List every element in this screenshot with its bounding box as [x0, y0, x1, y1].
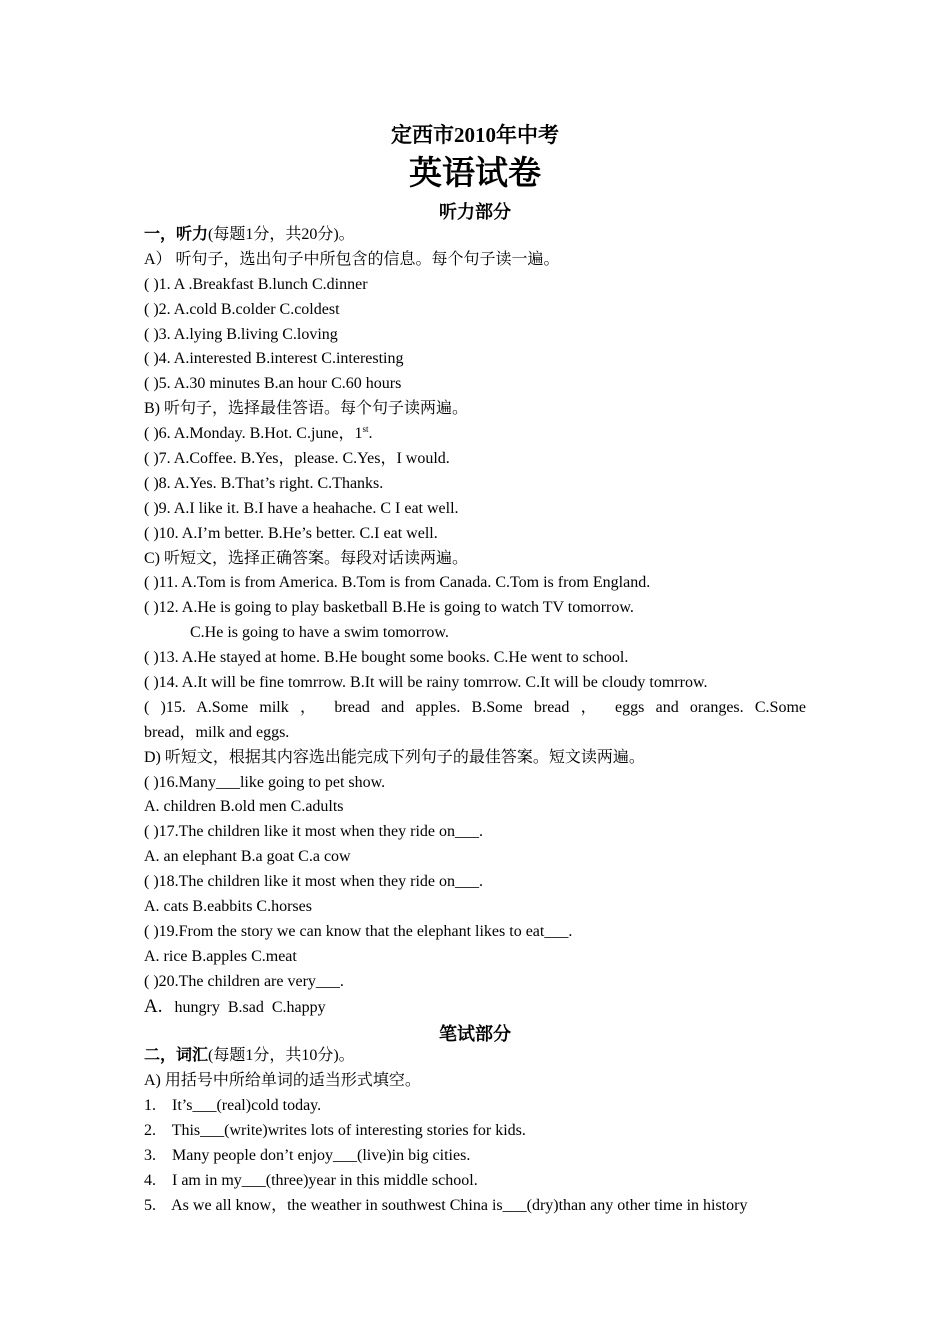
question-19: ( )19.From the story we can know that the elephant likes to eat___.	[144, 922, 573, 940]
question-2: ( )2. A.cold B.colder C.coldest	[144, 300, 340, 318]
question-17: ( )17.The children like it most when they ride on___.	[144, 823, 484, 841]
question-20-options-text: hungry B.sad C.happy	[162, 998, 326, 1016]
question-15: ( )15. A.Some milk ， bread and apples. B.Some bread ， eggs and oranges. C.Some	[144, 698, 806, 716]
question-8: ( )8. A.Yes. B.That’s right. C.Thanks.	[144, 474, 384, 492]
question-6-text: ( )6. A.Monday. B.Hot. C.june，1	[144, 425, 363, 443]
question-14: ( )14. A.It will be fine tomrrow. B.It will be rainy tomrrow. C.It will be cloudy tomrrow.	[144, 674, 708, 692]
section1-heading-score: (每题1分，共20分)。	[208, 226, 355, 243]
vocab-item-2: 2. This___(write)writes lots of interesting stories for kids.	[144, 1122, 526, 1140]
part-a-instruction: A） 听句子，选出句子中所包含的信息。每个句子读一遍。	[144, 250, 560, 268]
question-20-option-letter: A.	[144, 995, 163, 1017]
vocab-a-instruction: A) 用括号中所给单词的适当形式填空。	[144, 1072, 421, 1090]
question-6-end: .	[368, 425, 373, 443]
part-c-instruction: C) 听短文，选择正确答案。每段对话读两遍。	[144, 549, 469, 567]
vocab-item-1: 1. It’s___(real)cold today.	[144, 1097, 322, 1115]
question-1: ( )1. A .Breakfast B.lunch C.dinner	[144, 275, 368, 293]
question-17-options: A. an elephant B.a goat C.a cow	[144, 848, 351, 866]
vocab-item-3: 3. Many people don’t enjoy___(live)in big cities.	[144, 1146, 471, 1164]
writing-part-heading: 笔试部分	[439, 1023, 511, 1044]
vocab-item-4: 4. I am in my___(three)year in this middle school.	[144, 1171, 478, 1189]
question-10: ( )10. A.I’m better. B.He’s better. C.I eat well.	[144, 524, 438, 542]
question-16: ( )16.Many___like going to pet show.	[144, 773, 386, 791]
part-d-instruction: D) 听短文，根据其内容选出能完成下列句子的最佳答案。短文读两遍。	[144, 748, 645, 766]
question-11: ( )11. A.Tom is from America. B.Tom is from Canada. C.Tom is from England.	[144, 574, 651, 592]
question-4: ( )4. A.interested B.interest C.interesting	[144, 350, 404, 368]
question-3: ( )3. A.lying B.living C.loving	[144, 325, 338, 343]
question-6-superscript: st	[362, 424, 369, 435]
part-b-instruction: B) 听句子，选择最佳答语。每个句子读两遍。	[144, 400, 469, 418]
question-12-continued: C.He is going to have a swim tomorrow.	[190, 624, 449, 642]
question-18: ( )18.The children like it most when they ride on___.	[144, 873, 484, 891]
question-18-options: A. cats B.eabbits C.horses	[144, 898, 312, 916]
section1-heading	[144, 223, 806, 248]
question-5: ( )5. A.30 minutes B.an hour C.60 hours	[144, 375, 402, 393]
question-20-options	[144, 995, 806, 1020]
listening-part-heading: 听力部分	[439, 202, 511, 222]
question-9: ( )9. A.I like it. B.I have a heahache. C I eat well.	[144, 499, 459, 517]
question-12: ( )12. A.He is going to play basketball B.He is going to watch TV tomorrow.	[144, 599, 634, 617]
vocab-item-5: 5. As we all know，the weather in southwest China is___(dry)than any other time in history	[144, 1196, 748, 1214]
exam-title-subject: 英语试卷	[409, 156, 541, 192]
question-13: ( )13. A.He stayed at home. B.He bought some books. C.He went to school.	[144, 649, 629, 667]
section2-heading	[144, 1044, 806, 1069]
question-6	[144, 422, 806, 447]
exam-title-city-year: 定西市2010年中考	[391, 123, 559, 147]
exam-body	[144, 223, 806, 1219]
section1-heading-label: 一，听力	[144, 226, 209, 243]
section2-heading-score: (每题1分，共10分)。	[208, 1047, 355, 1065]
question-7: ( )7. A.Coffee. B.Yes，please. C.Yes，I would.	[144, 450, 450, 468]
question-16-options: A. children B.old men C.adults	[144, 798, 344, 816]
question-19-options: A. rice B.apples C.meat	[144, 947, 297, 965]
question-20: ( )20.The children are very___.	[144, 972, 344, 990]
section2-heading-label: 二，词汇	[144, 1047, 209, 1065]
question-15-continued: bread，milk and eggs.	[144, 723, 290, 741]
